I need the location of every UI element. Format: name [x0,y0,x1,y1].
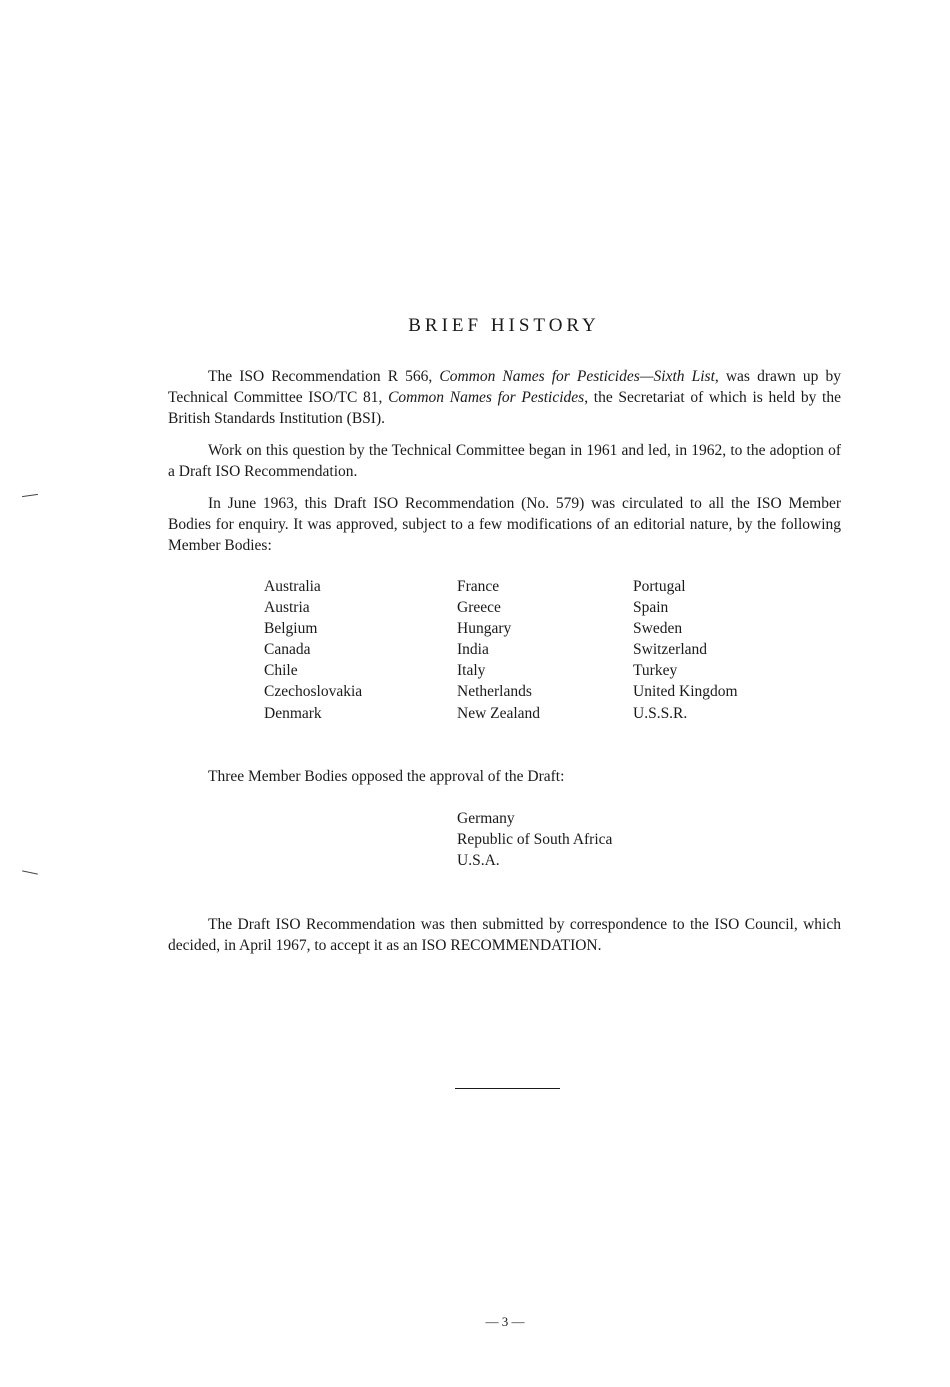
page-number: — 3 — [485,1314,525,1329]
member-body: Turkey [633,662,678,680]
margin-mark [22,494,38,497]
member-body: United Kingdom [633,683,738,701]
member-body: New Zealand [457,704,541,722]
paragraph-council-decision: The Draft ISO Recommendation was then submitted by correspondence to the ISO Council, which decided, in April 1967, to accept it as an ISO RECOMMENDATION. [168,916,841,954]
member-body: Belgium [264,620,318,638]
divider [455,1088,560,1089]
member-body: U.S.S.R. [633,704,688,722]
paragraph-text: , was drawn up by Technical Committee ISO/TC 81, [168,368,841,406]
member-body: Hungary [457,620,512,638]
member-body: Austria [264,599,310,617]
member-body: Greece [457,599,501,617]
paragraph-enquiry: In June 1963, this Draft ISO Recommendation (No. 579) was circulated to all the ISO Member Bodies for enquiry. It was approved, subject to a few modifications of an editorial nature, by the following Member Bodies: [168,495,841,554]
approving-members-column-1 [264,576,362,724]
opposing-members-list [457,808,612,871]
member-body: Sweden [633,620,683,638]
paragraph-text: , the Secretariat of which is held by the British Standards Institution (BSI). [168,389,841,427]
member-body: Chile [264,662,298,680]
italic-title: Common Names for Pesticides [388,389,585,406]
member-body: Portugal [633,578,686,595]
member-body: Germany [457,810,515,827]
member-body: Netherlands [457,683,532,701]
member-body: Australia [264,578,321,595]
member-body: Czechoslovakia [264,683,363,701]
member-body: Canada [264,641,311,659]
member-body: Switzerland [633,641,708,659]
member-body: France [457,578,500,595]
italic-title: Common Names for Pesticides—Sixth List [439,368,715,385]
member-body: U.S.A. [457,852,500,870]
approving-members-column-3 [633,576,738,724]
paragraph-text: The ISO Recommendation R 566, [208,368,440,385]
page-title: BRIEF HISTORY [408,314,600,336]
paragraph-opposition: Three Member Bodies opposed the approval of the Draft: [208,768,565,785]
approving-members-column-2 [457,576,540,724]
margin-mark [22,870,38,874]
member-body: Denmark [264,704,322,722]
paragraph-recommendation-origin [168,366,841,429]
paragraph-committee-work: Work on this question by the Technical Committee began in 1961 and led, in 1962, to the adoption of a Draft ISO Recommendation. [168,442,841,480]
member-body: Italy [457,662,486,680]
member-body: Spain [633,599,669,617]
member-body: Republic of South Africa [457,831,613,849]
member-body: India [457,641,489,659]
